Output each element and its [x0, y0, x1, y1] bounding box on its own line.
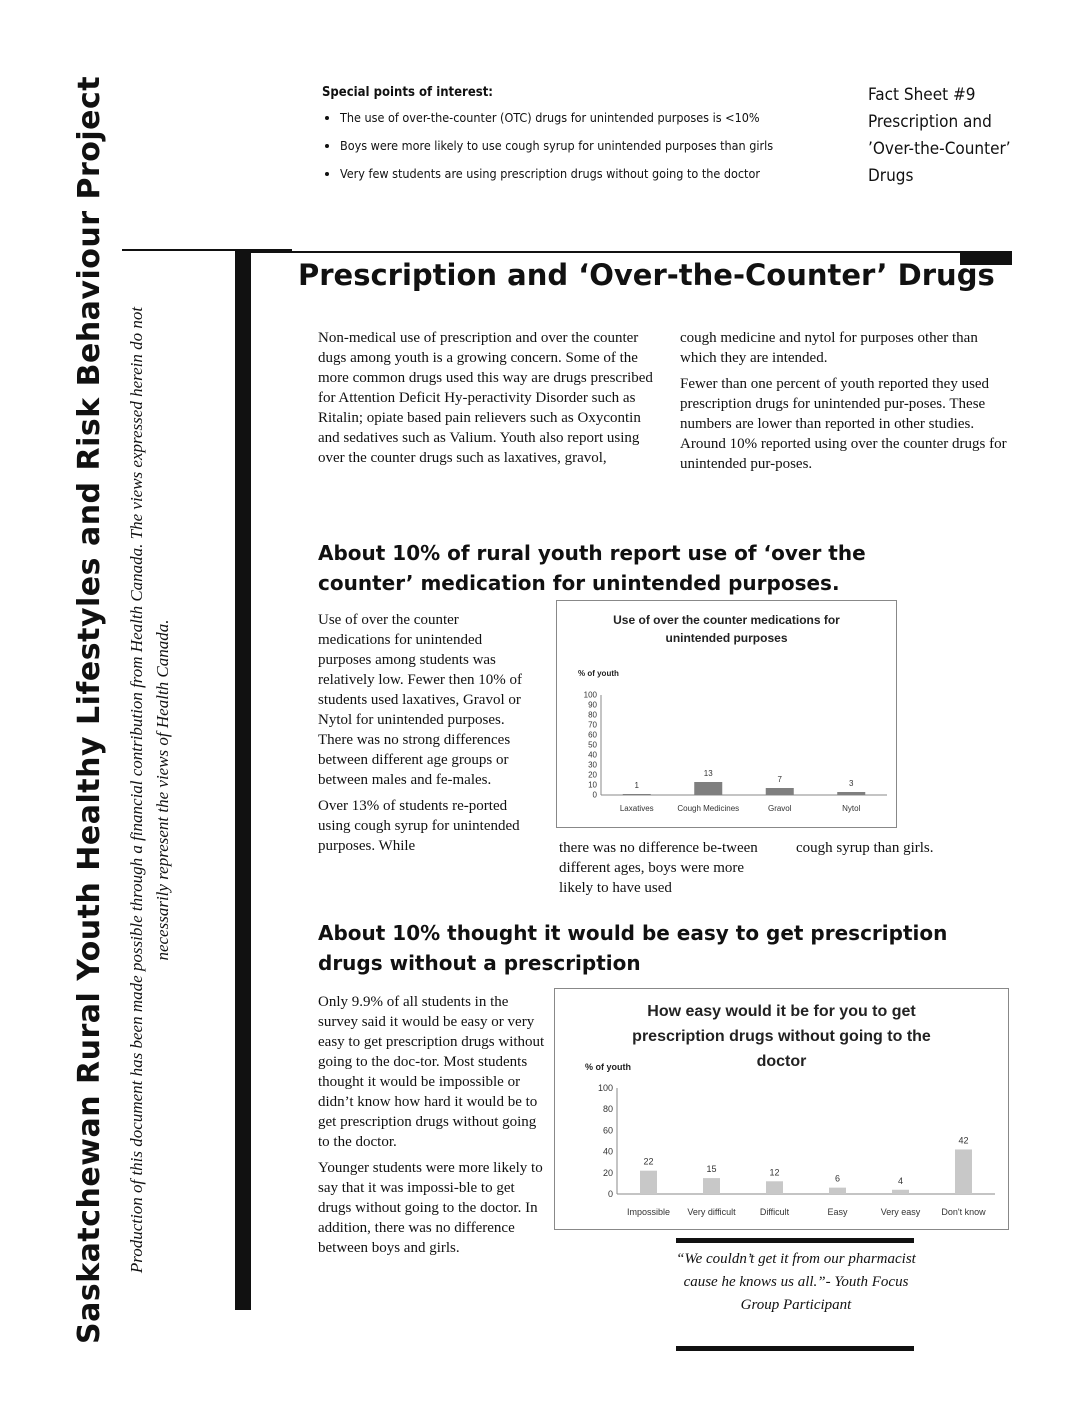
- special-point-item: • The use of over-the-counter (OTC) drugs for unintended purposes is <10%: [340, 110, 842, 126]
- section2-heading: About 10% thought it would be easy to get prescription drugs without a prescription: [318, 921, 948, 975]
- section1-paragraph: there was no difference be-tween different ages, boys were more likely to have used: [559, 840, 758, 896]
- section1-paragraph: Use of over the counter medications for unintended purposes among students was relatively low. Fewer then 10% of students used laxatives, Gravol or Nytol for unintended purposes. There was no strong differences between different age groups or between males and fe-males.: [318, 612, 522, 788]
- category-label: Nytol: [842, 804, 861, 813]
- bar: [766, 1181, 783, 1194]
- chart2-ylabel: % of youth: [585, 1062, 631, 1072]
- section2-paragraph: Younger students were more likely to say that it was impossi-ble to get drugs without going to the doctor. In addition, there was no difference between boys and girls.: [318, 1160, 543, 1256]
- chart1-ylabel: % of youth: [578, 669, 619, 678]
- focus-group-quote: “We couldn’t get it from our pharmacist cause he knows us all.”- Youth Focus Group Participant: [676, 1251, 916, 1313]
- y-tick-label: 100: [583, 690, 597, 700]
- y-tick-label: 20: [602, 1167, 613, 1178]
- page-title: Prescription and ‘Over-the-Counter’ Drugs: [298, 258, 995, 292]
- chart2-title: How easy would it be for you to get prescription drugs without going to the doctor: [632, 1003, 931, 1070]
- chart1-plot: [557, 601, 896, 827]
- bar: [955, 1149, 972, 1194]
- section1-paragraph: Over 13% of students re-ported using cough syrup for unintended purposes. While: [318, 798, 520, 854]
- bar: [640, 1171, 657, 1194]
- y-tick-label: 20: [588, 770, 597, 780]
- fact-sheet-line: ’Over-the-Counter’: [868, 139, 1011, 159]
- bar: [892, 1190, 909, 1194]
- bar: [837, 792, 865, 795]
- y-tick-label: 60: [602, 1125, 613, 1136]
- intro-paragraph: cough medicine and nytol for purposes other than which they are intended.: [680, 330, 978, 366]
- sidebar-project-title: Saskatchewan Rural Youth Healthy Lifestyles and Risk Behaviour Project: [72, 75, 107, 1344]
- intro-right-column: [680, 328, 1010, 480]
- category-label: Easy: [827, 1207, 848, 1217]
- header-rule-right: [250, 251, 1012, 253]
- y-tick-label: 80: [602, 1104, 613, 1115]
- y-tick-label: 50: [588, 740, 597, 750]
- bar: [623, 794, 651, 795]
- otc-use-chart: [556, 600, 897, 828]
- fact-sheet-label: [868, 82, 1038, 190]
- intro-left-column: [318, 328, 658, 474]
- category-label: Very easy: [880, 1207, 921, 1217]
- section1-heading: About 10% of rural youth report use of ‘over the counter’ medication for unintended purposes.: [318, 541, 866, 595]
- bar: [694, 782, 722, 795]
- section2-paragraph: Only 9.9% of all students in the survey said it would be easy or very easy to get prescription drugs without going to the doc-tor. Most students thought it would be impossible or didn’t know how hard it would be to get prescription drugs without going to the doctor.: [318, 994, 545, 1150]
- data-label: 6: [834, 1173, 841, 1184]
- category-label: Impossible: [626, 1207, 671, 1217]
- category-label: Gravol: [767, 804, 792, 813]
- category-label: Cough Medicines: [677, 804, 740, 813]
- special-point-item: • Boys were more likely to use cough syrup for unintended purposes than girls: [340, 138, 842, 154]
- data-label: 15: [706, 1164, 717, 1175]
- y-tick-label: 70: [588, 720, 597, 730]
- quote-rule-top: [676, 1238, 914, 1243]
- data-label: 13: [703, 769, 713, 778]
- y-tick-label: 0: [592, 790, 597, 800]
- y-tick-label: 10: [588, 780, 597, 790]
- data-label: 12: [769, 1167, 780, 1178]
- y-tick-label: 100: [597, 1083, 613, 1093]
- section1-paragraph: cough syrup than girls.: [796, 840, 934, 856]
- fact-sheet-line: Drugs: [868, 166, 914, 186]
- sidebar-funding-note: Production of this document has been made possible through a financial contribution from Health Canada. The views expressed herein do not necessarily represent the views of Health Canada.: [127, 306, 172, 1274]
- intro-paragraph: Non-medical use of prescription and over the counter dugs among youth is a growing concern. Some of the more common drugs used this way are drugs prescribed for Attention Deficit Hy-peractivity Disorder such as Ritalin; opiate based pain relievers such as Oxycontin and sedatives such as Valium. Youth also report using over the counter drugs such as laxatives, gravol,: [318, 330, 653, 466]
- y-tick-label: 40: [588, 750, 597, 760]
- special-points-list: [322, 110, 842, 182]
- bar: [829, 1188, 846, 1194]
- category-label: Laxatives: [619, 804, 654, 813]
- y-tick-label: 90: [588, 700, 597, 710]
- fact-sheet-line: Prescription and: [868, 112, 992, 132]
- category-label: Very difficult: [687, 1207, 736, 1217]
- bar: [766, 788, 794, 795]
- section2-left-column: [318, 992, 546, 1264]
- prescription-access-chart: [554, 988, 1009, 1230]
- special-points-heading: Special points of interest:: [322, 85, 493, 100]
- intro-paragraph: Fewer than one percent of youth reported they used prescription drugs for unintended pur-poses. These numbers are lower than reported in other studies. Around 10% reported using over the counter drugs for unintended pur-poses.: [680, 376, 1007, 472]
- y-tick-label: 0: [607, 1189, 613, 1199]
- section1-middle-column: [559, 838, 774, 904]
- data-label: 3: [849, 779, 854, 788]
- chart2-plot: [555, 989, 1008, 1229]
- y-tick-label: 40: [602, 1146, 613, 1157]
- data-label: 42: [958, 1135, 969, 1146]
- y-tick-label: 60: [588, 730, 597, 740]
- bar: [703, 1178, 720, 1194]
- data-label: 7: [777, 775, 782, 784]
- section1-left-column: [318, 610, 530, 862]
- content-side-bar: [235, 251, 251, 1310]
- y-tick-label: 80: [588, 710, 597, 720]
- special-points-box: [322, 85, 842, 194]
- data-label: 22: [643, 1156, 654, 1167]
- fact-sheet-line: Fact Sheet #9: [868, 85, 976, 105]
- y-tick-label: 30: [588, 760, 597, 770]
- category-label: Don't know: [941, 1207, 986, 1217]
- special-point-item: • Very few students are using prescription drugs without going to the doctor: [340, 166, 842, 182]
- section1-right-column: [796, 838, 996, 864]
- category-label: Difficult: [759, 1207, 790, 1217]
- data-label: 1: [634, 781, 639, 790]
- chart1-title: Use of over the counter medications for unintended purposes: [613, 613, 840, 645]
- data-label: 4: [897, 1175, 904, 1186]
- quote-rule-bottom: [676, 1346, 914, 1351]
